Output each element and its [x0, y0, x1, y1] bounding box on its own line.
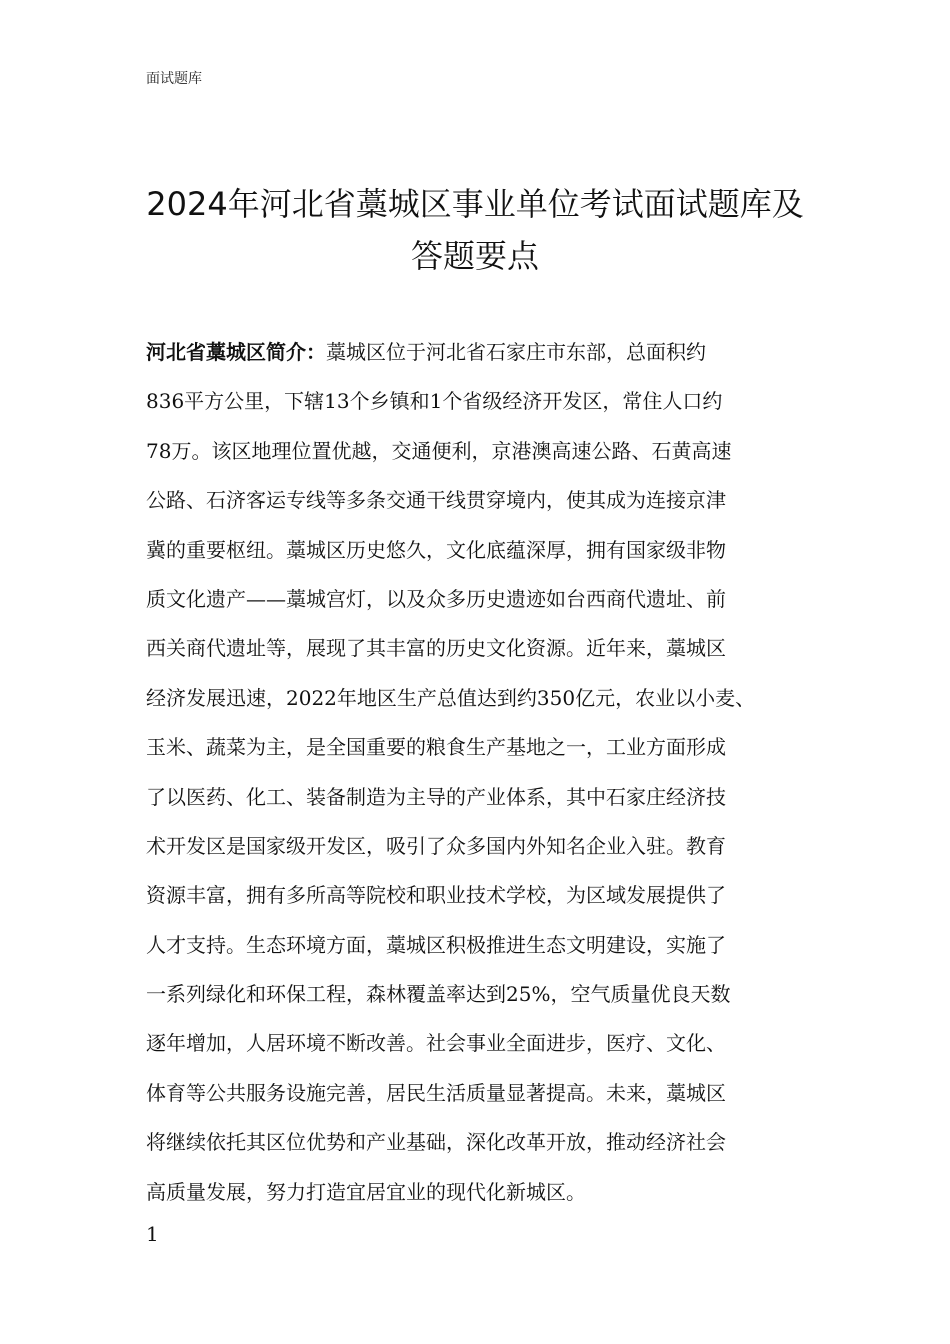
- page-header: 面试题库: [146, 71, 202, 87]
- page-number: 1: [146, 1222, 159, 1246]
- title-line-2: 答题要点: [410, 237, 539, 275]
- intro-paragraph: [146, 328, 826, 1217]
- paragraph-line: 78万。该区地理位置优越，交通便利，京港澳高速公路、石黄高速: [146, 438, 732, 463]
- paragraph-line: 冀的重要枢纽。藁城区历史悠久，文化底蕴深厚，拥有国家级非物: [146, 537, 726, 562]
- paragraph-line: 了以医药、化工、装备制造为主导的产业体系，其中石家庄经济技: [146, 784, 726, 809]
- paragraph-line: 将继续依托其区位优势和产业基础，深化改革开放，推动经济社会: [146, 1130, 726, 1155]
- paragraph-line: 逐年增加，人居环境不断改善。社会事业全面进步，医疗、文化、: [146, 1031, 726, 1056]
- paragraph-line: 西关商代遗址等，展现了其丰富的历史文化资源。近年来，藁城区: [146, 636, 726, 661]
- paragraph-line: 体育等公共服务设施完善，居民生活质量显著提高。未来，藁城区: [146, 1080, 726, 1105]
- paragraph-line-text: 藁城区位于河北省石家庄市东部，总面积约: [326, 340, 706, 364]
- paragraph-line: 术开发区是国家级开发区，吸引了众多国内外知名企业入驻。教育: [146, 833, 726, 858]
- title-line-1: 2024年河北省藁城区事业单位考试面试题库及: [146, 185, 804, 223]
- paragraph-line: 高质量发展，努力打造宜居宜业的现代化新城区。: [146, 1179, 586, 1204]
- paragraph-line: 玉米、蔬菜为主，是全国重要的粮食生产基地之一，工业方面形成: [146, 735, 726, 760]
- paragraph-line: 人才支持。生态环境方面，藁城区积极推进生态文明建设，实施了: [146, 932, 726, 957]
- paragraph-line: 质文化遗产——藁城宫灯，以及众多历史遗迹如台西商代遗址、前: [146, 586, 726, 611]
- paragraph-line: 836平方公里，下辖13个乡镇和1个省级经济开发区，常住人口约: [146, 389, 723, 414]
- paragraph-line: 一系列绿化和环保工程，森林覆盖率达到25%，空气质量优良天数: [146, 982, 731, 1007]
- paragraph-line: [146, 328, 826, 377]
- paragraph-line: 公路、石济客运专线等多条交通干线贯穿境内，使其成为连接京津: [146, 488, 726, 513]
- intro-lead: 河北省藁城区简介：: [146, 340, 326, 364]
- paragraph-line: 经济发展迅速，2022年地区生产总值达到约350亿元，农业以小麦、: [146, 685, 756, 710]
- paragraph-line: 资源丰富，拥有多所高等院校和职业技术学校，为区域发展提供了: [146, 883, 726, 908]
- document-title: [100, 178, 850, 282]
